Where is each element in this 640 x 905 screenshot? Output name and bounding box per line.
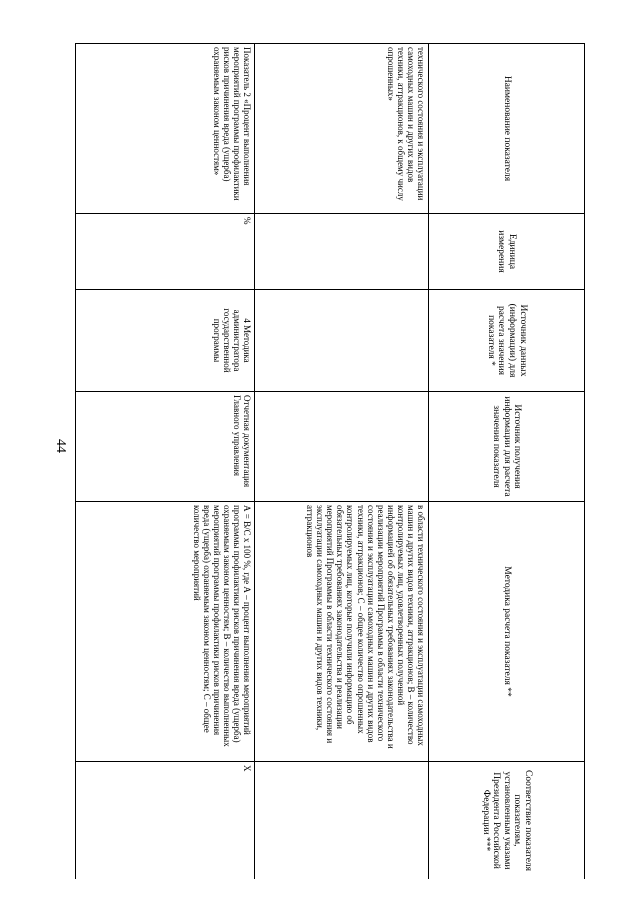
header-method: Методика расчета показателя ** (429, 502, 585, 762)
header-row (429, 44, 585, 880)
indicators-table (75, 43, 585, 879)
header-name: Наименование показателя (429, 44, 585, 214)
header-data-source: Источник данных (информации) для расчета значения показателя * (429, 290, 585, 392)
cell-compliance (255, 762, 429, 880)
cell-name: технического состояния и эксплуатации самоходных машин и других видов техники, аттракционов, к общему числу опрошенных» (255, 44, 429, 214)
document-sheet (75, 43, 585, 879)
page-number: 44 (53, 439, 68, 453)
table-row (76, 44, 255, 880)
table-row (255, 44, 429, 880)
header-unit: Единица измерения (429, 214, 585, 290)
cell-name: Показатель 2 «Процент выполнения мероприятий программы профилактики рисков причинения вреда (ущерба) охраняемым законом ценностям» (76, 44, 255, 214)
header-compliance: Соответствие показателя показателям, установленным указами Президента Российской Федерации *** (429, 762, 585, 880)
cell-data-source (255, 290, 429, 392)
cell-receipt-source: Отчетная документация Главного управления (76, 392, 255, 502)
cell-receipt-source (255, 392, 429, 502)
rotated-table-wrapper (75, 43, 585, 879)
header-receipt-source: Источник получения информации для расчета значения показателя (429, 392, 585, 502)
cell-compliance: Х (76, 762, 255, 880)
cell-unit (255, 214, 429, 290)
cell-method: в области технического состояния и эксплуатации самоходных машин и других видов техники, аттракционов; В – количество контролируемых лиц, удовлетворенных полученной информацией об обязательных требованиях законодательства и реализации мероприятий Программы в области технического состояния и эксплуатации самоходных машин и других видов техники, аттракционов; С – общее количество опрошенных контролируемых лиц, которые получили информацию об обязательных требованиях законодательства и реализации мероприятий Программы в области технического состояния и эксплуатации самоходных машин и других видов техники, аттракционов (255, 502, 429, 762)
cell-unit: % (76, 214, 255, 290)
cell-method: А = В/С х 100 %, где А – процент выполнения мероприятий программы профилактики рисков причинения вреда (ущерба) охраняемым законом ценностям; В – количество выполненных мероприятий программы профилактики рисков причинения вреда (ущерба) охраняемым законом ценностям; С – общее количество мероприятий (76, 502, 255, 762)
cell-data-source: 4 Методика администратора государственной программы (76, 290, 255, 392)
